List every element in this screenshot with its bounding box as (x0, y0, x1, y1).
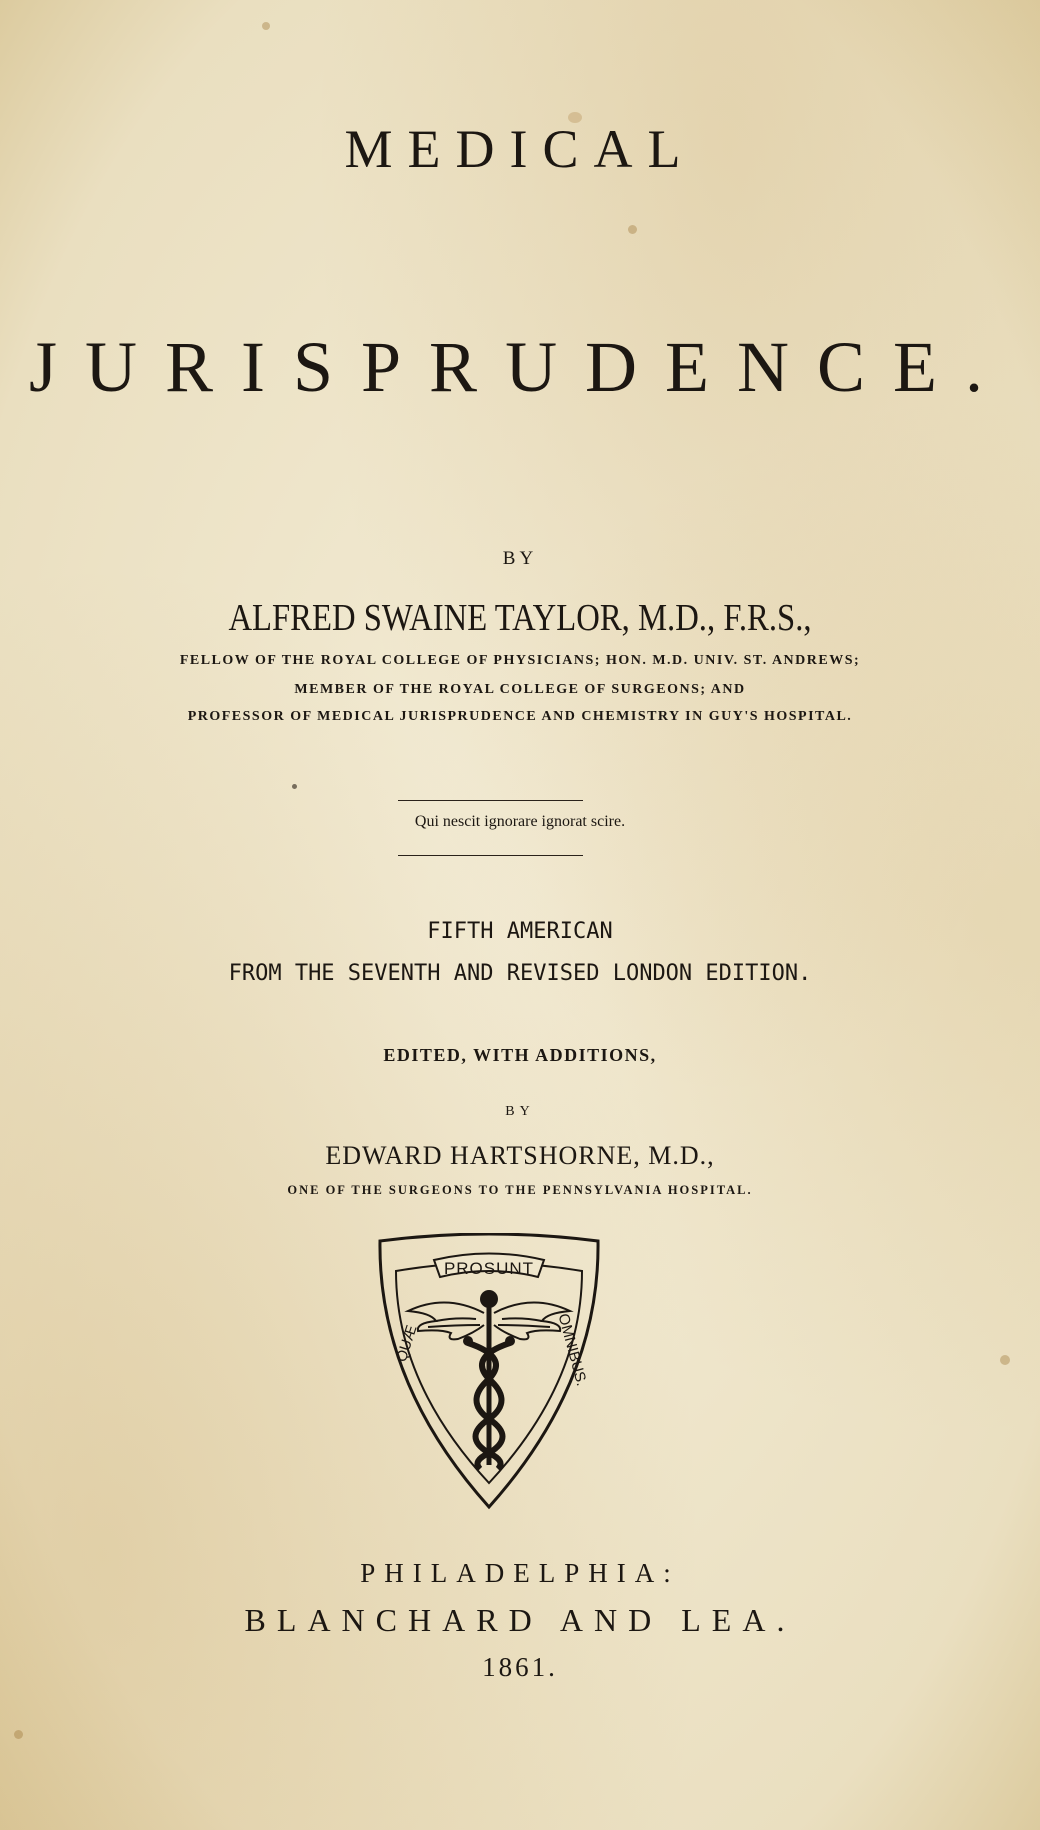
foxing-spot (628, 225, 637, 234)
edition-line: FIFTH AMERICAN (427, 919, 613, 944)
foxing-spot (262, 22, 270, 30)
emblem-motto-word: OMNIBUS. (554, 1311, 591, 1388)
edition-line: FROM THE SEVENTH AND REVISED LONDON EDITION. (228, 961, 812, 986)
emblem-motto-word: QUÆ (392, 1323, 421, 1365)
latin-motto: Qui nescit ignorare ignorat scire. (414, 813, 626, 830)
divider-rule (398, 800, 583, 801)
edited-label: EDITED, WITH ADDITIONS, (383, 1045, 657, 1065)
editor-affiliation: ONE OF THE SURGEONS TO THE PENNSYLVANIA HOSPITAL. (287, 1183, 753, 1197)
imprint-publisher: BLANCHARD AND LEA. (244, 1602, 796, 1638)
imprint-year: 1861. (482, 1652, 558, 1682)
title-line-jurisprudence: JURISPRUDENCE. (28, 327, 1012, 407)
author-affiliation-line: FELLOW OF THE ROYAL COLLEGE OF PHYSICIANS; HON. M.D. UNIV. ST. ANDREWS; (179, 653, 861, 668)
by-label: BY (502, 548, 538, 569)
divider-rule (398, 855, 583, 856)
foxing-spot (14, 1730, 23, 1739)
foxing-spot (1000, 1355, 1010, 1365)
author-affiliation-line: PROFESSOR OF MEDICAL JURISPRUDENCE AND CHEMISTRY IN GUY'S HOSPITAL. (187, 709, 853, 724)
author-name: ALFRED SWAINE TAYLOR, M.D., F.R.S., (228, 597, 812, 639)
author-affiliation-line: MEMBER OF THE ROYAL COLLEGE OF SURGEONS; AND (294, 682, 746, 697)
caduceus-shield-emblem (376, 1233, 602, 1511)
title-line-medical: MEDICAL (344, 119, 696, 179)
emblem-motto-word: PROSUNT (443, 1259, 535, 1278)
foxing-spot (292, 784, 297, 789)
editor-name: EDWARD HARTSHORNE, M.D., (325, 1141, 715, 1170)
imprint-place: PHILADELPHIA: (360, 1558, 680, 1588)
by-label: BY (505, 1104, 535, 1119)
